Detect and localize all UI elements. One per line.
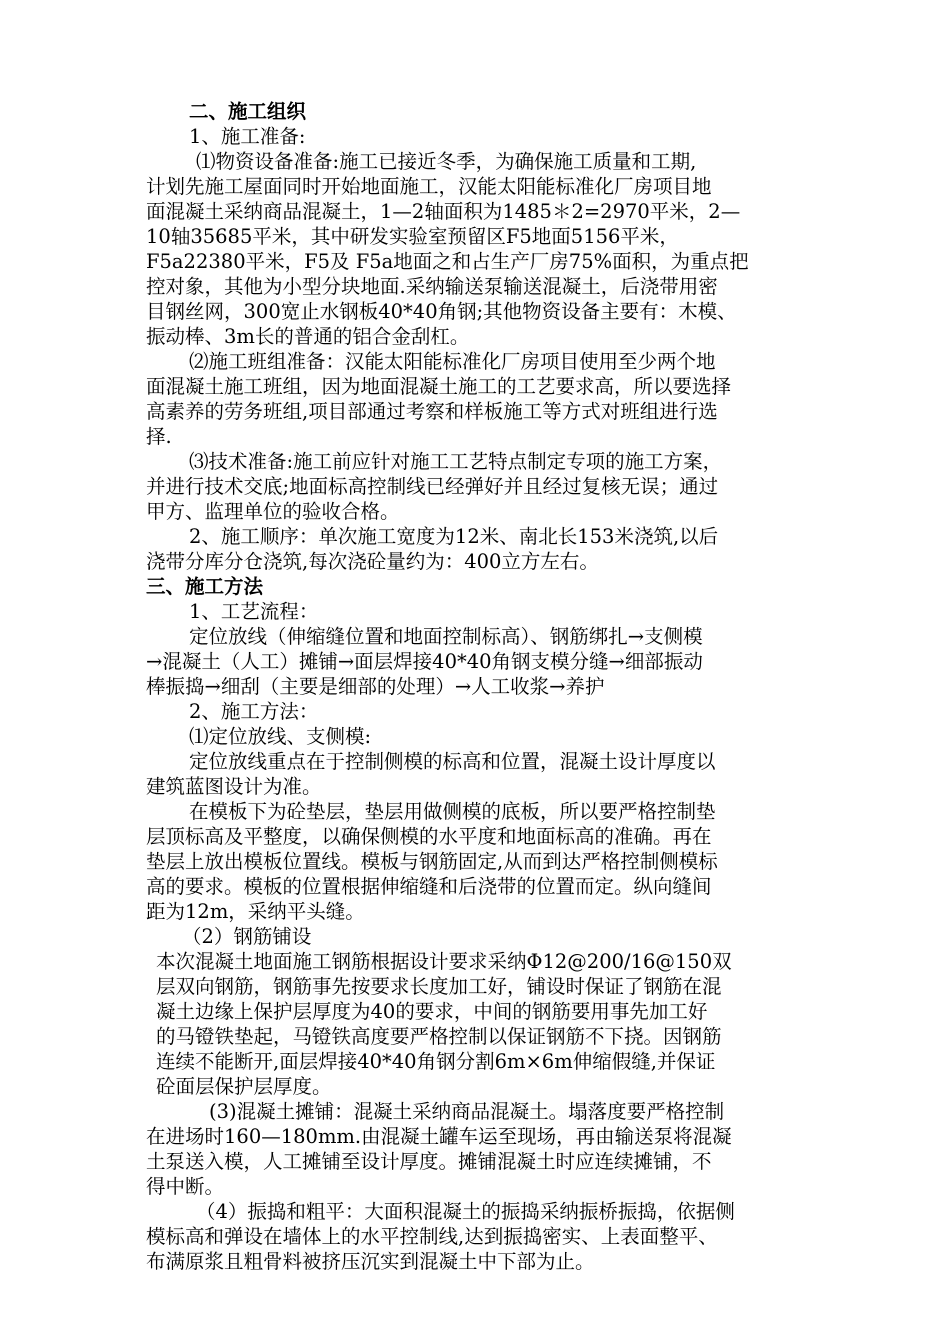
paragraph-line: ⑴物资设备准备:施工已接近冬季，为确保施工质量和工期, bbox=[196, 150, 697, 173]
paragraph-line: 面混凝土施工班组，因为地面混凝土施工的工艺要求高，所以要选择 bbox=[146, 375, 732, 398]
paragraph-line: 连续不能断开,面层焊接40*40角钢分割6m×6m伸缩假缝,并保证 bbox=[156, 1050, 716, 1073]
paragraph-line: 计划先施工屋面同时开始地面施工，汉能太阳能标准化厂房项目地 bbox=[146, 175, 712, 198]
section-heading-organization: 二、施工组织 bbox=[189, 100, 307, 123]
paragraph-line: 砼面层保护层厚度。 bbox=[156, 1075, 332, 1098]
paragraph-line: 层双向钢筋，钢筋事先按要求长度加工好，铺设时保证了钢筋在混 bbox=[156, 975, 722, 998]
paragraph-line: 在模板下为砼垫层，垫层用做侧模的底板，所以要严格控制垫 bbox=[189, 800, 716, 823]
paragraph-line: ⑶技术准备:施工前应针对施工工艺特点制定专项的施工方案， bbox=[189, 450, 723, 473]
paragraph-line: 布满原浆且粗骨料被挤压沉实到混凝土中下部为止。 bbox=[146, 1250, 595, 1273]
paragraph-line: (3)混凝土摊铺：混凝土采纳商品混凝土。塌落度要严格控制 bbox=[209, 1100, 725, 1123]
paragraph-line: 棒振捣→细刮（主要是细部的处理）→人工收浆→养护 bbox=[146, 675, 605, 698]
paragraph-line: 2、施工顺序：单次施工宽度为12米、南北长153米浇筑,以后 bbox=[189, 525, 719, 548]
paragraph-line: 定位放线（伸缩缝位置和地面控制标高）、钢筋绑扎→支侧模 bbox=[189, 625, 703, 648]
paragraph-line: 的马镫铁垫起，马镫铁高度要严格控制以保证钢筋不下挠。因钢筋 bbox=[156, 1025, 722, 1048]
subheading-preparation: 1、施工准备: bbox=[189, 125, 306, 148]
subheading-methods: 2、施工方法： bbox=[189, 700, 319, 723]
paragraph-line: 浇带分库分仓浇筑,每次浇砼量约为：400立方左右。 bbox=[146, 550, 599, 573]
paragraph-line: 距为12m，采纳平头缝。 bbox=[146, 900, 365, 923]
paragraph-line: 定位放线重点在于控制侧模的标高和位置，混凝土设计厚度以 bbox=[189, 750, 716, 773]
paragraph-line: 垫层上放出模板位置线。模板与钢筋固定,从而到达严格控制侧模标 bbox=[146, 850, 718, 873]
subheading-process: 1、工艺流程： bbox=[189, 600, 319, 623]
paragraph-line: 面混凝土采纳商品混凝土，1—2轴面积为1485＊2=2970平米，2— bbox=[146, 200, 741, 223]
paragraph-line: 高素养的劳务班组,项目部通过考察和样板施工等方式对班组进行选 bbox=[146, 400, 718, 423]
paragraph-line: 得中断。 bbox=[146, 1175, 225, 1198]
paragraph-line: 凝土边缘上保护层厚度为40的要求，中间的钢筋要用事先加工好 bbox=[156, 1000, 708, 1023]
paragraph-line: 建筑蓝图设计为准。 bbox=[146, 775, 322, 798]
paragraph-line: 在进场时160—180mm.由混凝土罐车运至现场，再由输送泵将混凝 bbox=[146, 1125, 732, 1148]
paragraph-line: 甲方、监理单位的验收合格。 bbox=[146, 500, 400, 523]
paragraph-line: 目钢丝网，300宽止水钢板40*40角钢;其他物资设备主要有：木模、 bbox=[146, 300, 737, 323]
paragraph-line: 模标高和弹设在墙体上的水平控制线,达到振捣密实、上表面整平、 bbox=[146, 1225, 718, 1248]
paragraph-line: 并进行技术交底;地面标高控制线已经弹好并且经过复核无误；通过 bbox=[146, 475, 719, 498]
paragraph-line: 本次混凝土地面施工钢筋根据设计要求采纳Φ12@200/16@150双 bbox=[156, 950, 732, 973]
subheading-rebar: （2）钢筋铺设 bbox=[182, 925, 312, 948]
paragraph-line: ⑴定位放线、支侧模: bbox=[189, 725, 372, 748]
paragraph-line: 控对象，其他为小型分块地面.采纳输送泵输送混凝土，后浇带用密 bbox=[146, 275, 718, 298]
paragraph-line: 层顶标高及平整度，以确保侧模的水平度和地面标高的准确。再在 bbox=[146, 825, 712, 848]
paragraph-line: 择. bbox=[146, 425, 172, 448]
paragraph-line: 高的要求。模板的位置根据伸缩缝和后浇带的位置而定。纵向缝间 bbox=[146, 875, 712, 898]
paragraph-line: 振动棒、3m长的普通的铝合金刮杠。 bbox=[146, 325, 470, 348]
paragraph-line: →混凝土（人工）摊铺→面层焊接40*40角钢支模分缝→细部振动 bbox=[146, 650, 703, 673]
section-heading-method: 三、施工方法 bbox=[146, 575, 264, 598]
paragraph-line: F5a22380平米，F5及 F5a地面之和占生产厂房75%面积，为重点把 bbox=[146, 250, 749, 273]
paragraph-line: 10轴35685平米，其中研发实验室预留区F5地面5156平米， bbox=[146, 225, 679, 248]
paragraph-line: ⑵施工班组准备：汉能太阳能标准化厂房项目使用至少两个地 bbox=[189, 350, 716, 373]
paragraph-line: 土泵送入模，人工摊铺至设计厚度。摊铺混凝土时应连续摊铺，不 bbox=[146, 1150, 712, 1173]
paragraph-line: （4）振捣和粗平：大面积混凝土的振捣采纳振桥振捣，依据侧 bbox=[196, 1200, 735, 1223]
